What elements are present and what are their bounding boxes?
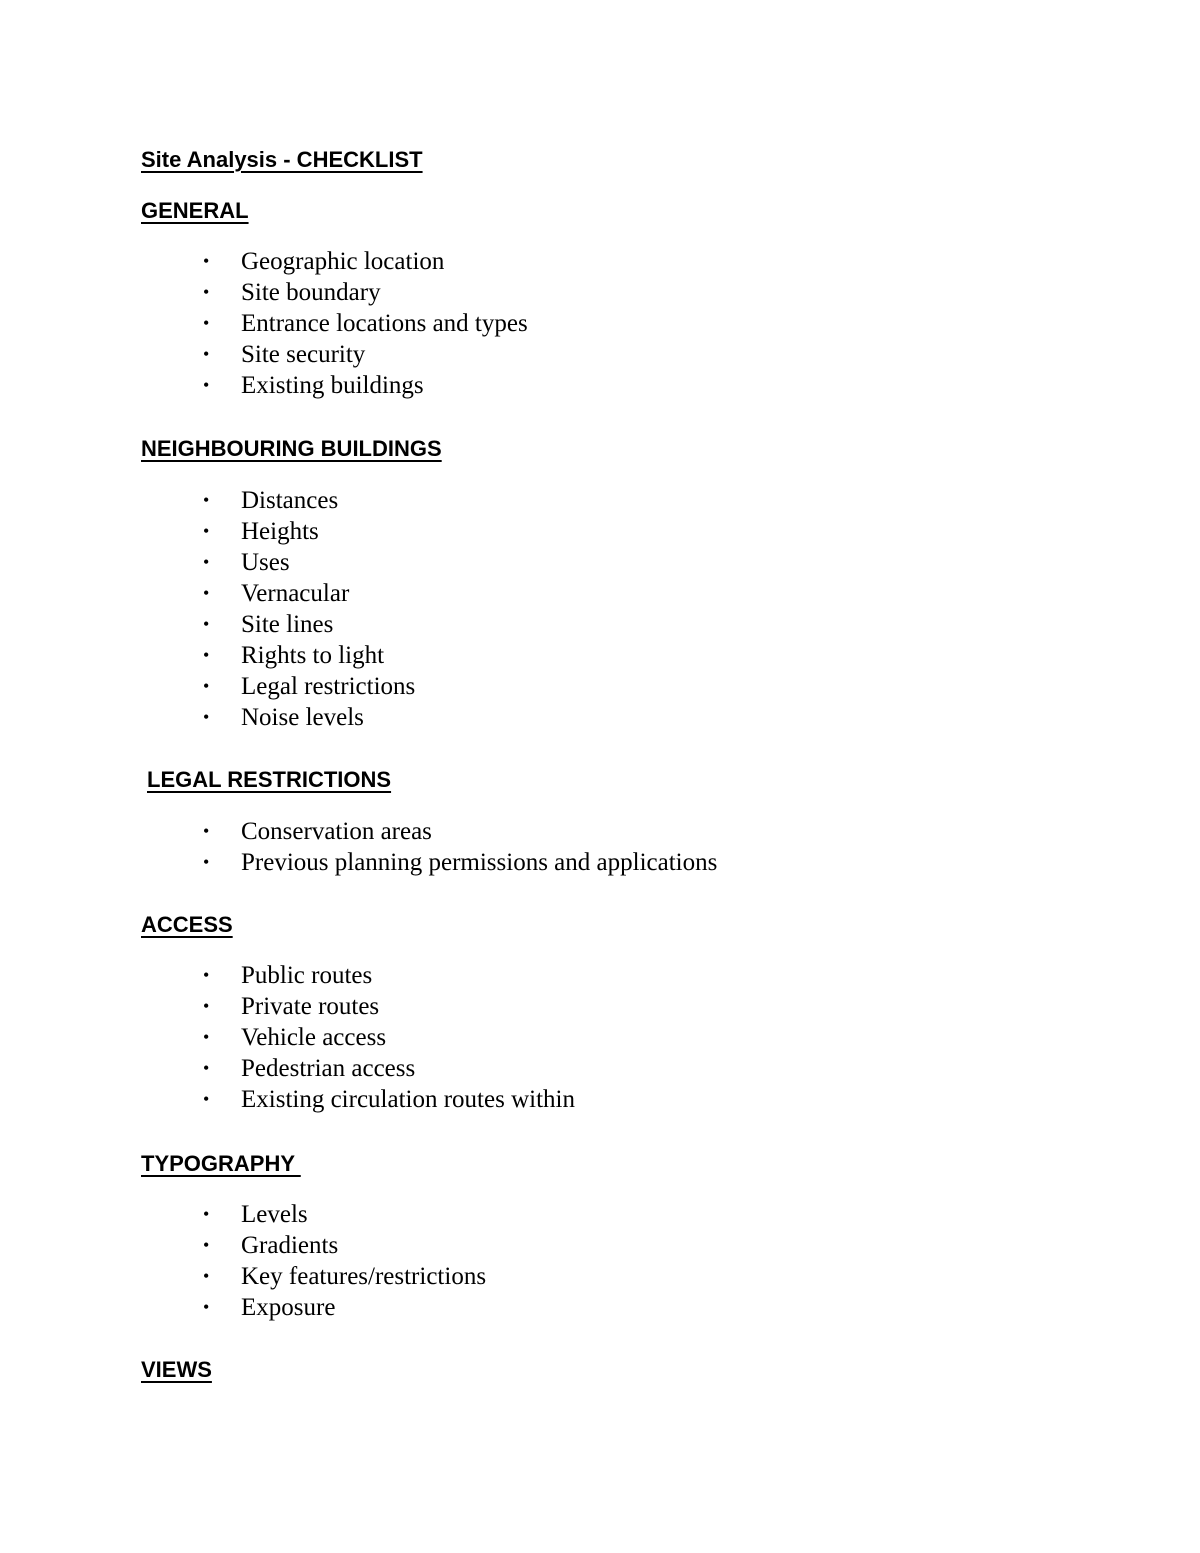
- bullet-icon: •: [203, 490, 210, 510]
- bullet-icon: •: [203, 375, 210, 395]
- bullet-icon: •: [203, 313, 210, 333]
- section-heading-access: ACCESS: [141, 912, 233, 937]
- bullet-icon: •: [203, 1297, 210, 1317]
- bullet-icon: •: [203, 645, 210, 665]
- bullet-icon: •: [203, 965, 210, 985]
- section-heading-neighbouring-buildings: NEIGHBOURING BUILDINGS: [141, 436, 442, 461]
- bullet-icon: •: [203, 552, 210, 572]
- list-item-text: Heights: [241, 518, 319, 545]
- bullet-icon: •: [203, 1058, 210, 1078]
- list-item-text: Uses: [241, 549, 290, 576]
- bullet-icon: •: [203, 852, 210, 872]
- list-item-text: Conservation areas: [241, 818, 432, 845]
- bullet-icon: •: [203, 996, 210, 1016]
- section-heading-typography: TYPOGRAPHY: [141, 1151, 301, 1176]
- list-item-text: Legal restrictions: [241, 673, 416, 700]
- bullet-icon: •: [203, 1027, 210, 1047]
- section-heading-legal-restrictions: LEGAL RESTRICTIONS: [147, 767, 392, 792]
- list-item-text: Existing buildings: [241, 372, 424, 399]
- bullet-icon: •: [203, 1266, 210, 1286]
- list-item-text: Rights to light: [241, 642, 385, 669]
- bullet-icon: •: [203, 821, 210, 841]
- list-item-text: Vehicle access: [241, 1024, 387, 1051]
- bullet-icon: •: [203, 251, 210, 271]
- bullet-icon: •: [203, 676, 210, 696]
- bullet-icon: •: [203, 282, 210, 302]
- bullet-icon: •: [203, 1204, 210, 1224]
- bullet-icon: •: [203, 1235, 210, 1255]
- bullet-icon: •: [203, 583, 210, 603]
- list-item-text: Exposure: [241, 1294, 336, 1321]
- bullet-icon: •: [203, 521, 210, 541]
- list-item-text: Private routes: [241, 993, 380, 1020]
- list-item-text: Existing circulation routes within: [241, 1086, 575, 1113]
- bullet-icon: •: [203, 1089, 210, 1109]
- list-item-text: Previous planning permissions and applications: [241, 849, 718, 876]
- section-heading-views: VIEWS: [141, 1357, 212, 1382]
- list-item-text: Entrance locations and types: [241, 310, 528, 337]
- bullet-icon: •: [203, 344, 210, 364]
- list-item-text: Levels: [241, 1201, 308, 1228]
- list-item-text: Vernacular: [241, 580, 350, 607]
- list-item-text: Site boundary: [241, 279, 381, 306]
- list-item-text: Noise levels: [241, 704, 364, 731]
- list-item-text: Public routes: [241, 962, 373, 989]
- bullet-icon: •: [203, 614, 210, 634]
- list-item-text: Key features/restrictions: [241, 1263, 487, 1290]
- list-item-text: Pedestrian access: [241, 1055, 416, 1082]
- list-item-text: Gradients: [241, 1232, 339, 1259]
- list-item-text: Site security: [241, 341, 366, 368]
- list-item-text: Geographic location: [241, 248, 445, 275]
- section-heading-general: GENERAL: [141, 198, 249, 223]
- list-item-text: Site lines: [241, 611, 334, 638]
- list-item-text: Distances: [241, 487, 339, 514]
- document-title: Site Analysis - CHECKLIST: [141, 147, 423, 172]
- bullet-icon: •: [203, 707, 210, 727]
